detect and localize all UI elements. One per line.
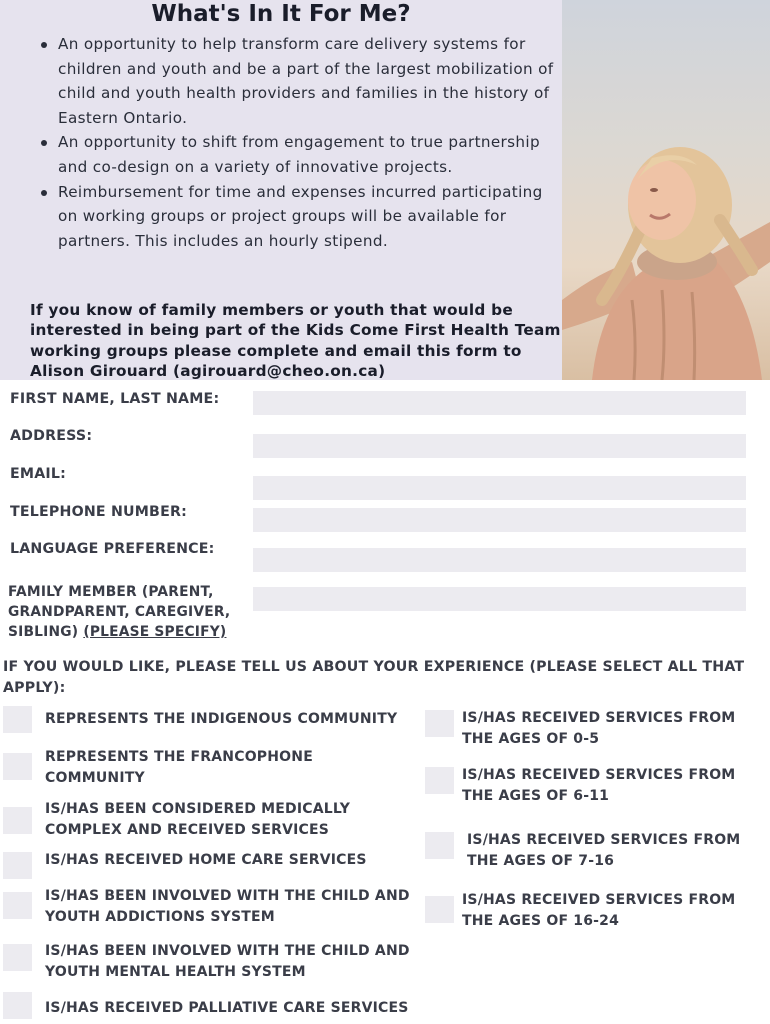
page-title: What's In It For Me? (151, 1, 411, 27)
option-ages-0-5-label: IS/HAS RECEIVED SERVICES FROM THE AGES OF 0-5 (462, 710, 736, 747)
child-photo (562, 0, 770, 380)
please-specify-text: (PLEASE SPECIFY) (83, 624, 227, 640)
language-field[interactable] (253, 548, 746, 572)
checkbox-palliative[interactable] (3, 992, 32, 1019)
family-member-field[interactable] (253, 587, 746, 611)
checkbox-ages-7-16[interactable] (425, 832, 454, 859)
checkbox-ages-16-24[interactable] (425, 896, 454, 923)
checkbox-francophone[interactable] (3, 753, 32, 780)
checkbox-indigenous[interactable] (3, 706, 32, 733)
language-label: LANGUAGE PREFERENCE: (10, 541, 215, 557)
address-field[interactable] (253, 434, 746, 458)
email-label: EMAIL: (10, 466, 66, 482)
checkbox-addictions[interactable] (3, 892, 32, 919)
family-member-label (8, 582, 248, 642)
benefits-list (30, 32, 560, 253)
checkbox-home-care[interactable] (3, 852, 32, 879)
contact-note: If you know of family members or youth that would be interested in being part of the Kids Come First Health Team working groups please complete and email this form to Alison Girouard (agirouard@cheo.on.ca) (30, 301, 561, 380)
checkbox-ages-0-5[interactable] (425, 710, 454, 737)
option-ages-16-24-label: IS/HAS RECEIVED SERVICES FROM THE AGES OF 16-24 (462, 892, 736, 929)
benefit-item: An opportunity to shift from engagement to true partnership and co-design on a variety of innovative projects. (30, 130, 560, 179)
option-ages-7-16-label: IS/HAS RECEIVED SERVICES FROM THE AGES OF 7-16 (467, 832, 741, 869)
name-field[interactable] (253, 391, 746, 415)
benefit-item: An opportunity to help transform care delivery systems for children and youth and be a part of the largest mobilization of child and youth health providers and families in the history of Eastern Ontario. (30, 32, 560, 130)
option-medically-complex-label: IS/HAS BEEN CONSIDERED MEDICALLY COMPLEX AND RECEIVED SERVICES (45, 801, 351, 838)
experience-intro: IF YOU WOULD LIKE, PLEASE TELL US ABOUT YOUR EXPERIENCE (PLEASE SELECT ALL THAT APPLY): (3, 659, 745, 696)
checkbox-mental-health[interactable] (3, 944, 32, 971)
email-field[interactable] (253, 476, 746, 500)
benefit-item: Reimbursement for time and expenses incurred participating on working groups or project groups will be available for partners. This includes an hourly stipend. (30, 180, 560, 254)
option-addictions-label: IS/HAS BEEN INVOLVED WITH THE CHILD AND YOUTH ADDICTIONS SYSTEM (45, 888, 410, 925)
address-label: ADDRESS: (10, 428, 93, 444)
option-mental-health-label: IS/HAS BEEN INVOLVED WITH THE CHILD AND YOUTH MENTAL HEALTH SYSTEM (45, 943, 410, 980)
option-ages-6-11-label: IS/HAS RECEIVED SERVICES FROM THE AGES OF 6-11 (462, 767, 736, 804)
option-home-care-label: IS/HAS RECEIVED HOME CARE SERVICES (45, 852, 367, 868)
option-indigenous-label: REPRESENTS THE INDIGENOUS COMMUNITY (45, 711, 398, 727)
checkbox-ages-6-11[interactable] (425, 767, 454, 794)
checkbox-medically-complex[interactable] (3, 807, 32, 834)
name-label: FIRST NAME, LAST NAME: (10, 391, 220, 407)
option-francophone-label: REPRESENTS THE FRANCOPHONE COMMUNITY (45, 749, 313, 786)
family-member-label-text: FAMILY MEMBER (PARENT, GRANDPARENT, CAREGIVER, SIBLING) (8, 584, 231, 640)
telephone-field[interactable] (253, 508, 746, 532)
telephone-label: TELEPHONE NUMBER: (10, 504, 187, 520)
option-palliative-label: IS/HAS RECEIVED PALLIATIVE CARE SERVICES (45, 1000, 409, 1016)
